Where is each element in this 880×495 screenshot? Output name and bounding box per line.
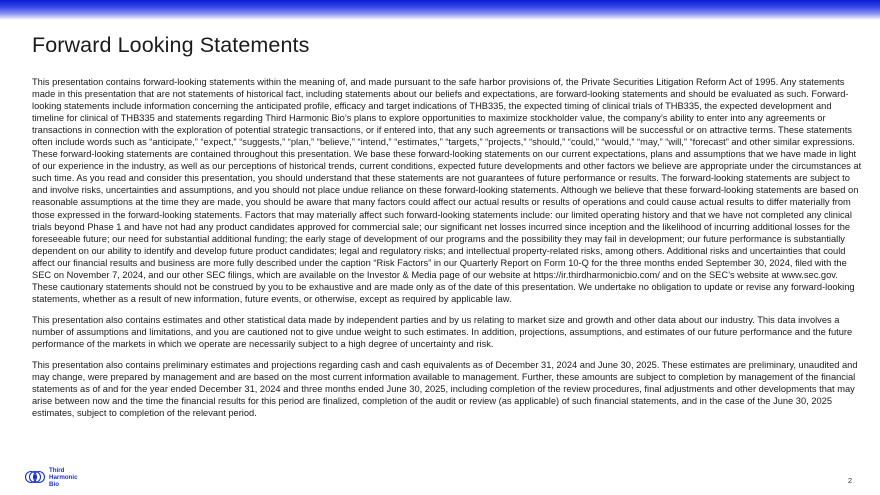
paragraph-preliminary-estimates: This presentation also contains preliminary estimates and projections regarding cash and cash equivalents as of December 31, 2024 and June 30, 2025. These estimates are preliminary, unaudited and may change, were prepared by management and are based on the most current information available to management. Further, these amounts are subject to completion by management of the financial statements as of and for the year ended December 31, 2024 and three months ended June 30, 2025, including completion of the review procedures, final adjustments and other developments that may arise between now and the time the financial results for this period are finalized, completion of the audit or review (as applicable) of such financial statements, and in the case of the June 30, 2025 estimates, subject to completion of the relevant period. (32, 360, 858, 419)
page-number: 2 (847, 476, 852, 485)
page-title: Forward Looking Statements (32, 33, 310, 57)
logo-wordmark (49, 467, 78, 488)
company-logo (24, 466, 78, 488)
paragraph-forward-looking: This presentation contains forward-looking statements within the meaning of, and made pursuant to the safe harbor provisions of, the Private Securities Litigation Reform Act of 1995. Any statements made in this presentation that are not statements of historical fact, including statements about our beliefs and expectations, are forward-looking statements and should be evaluated as such. Forward-looking statements include information concerning the anticipated profile, efficacy and target indications of THB335, the expected timing of clinical trials of THB335, the expected development and timeline for clinical of THB335 and statements regarding Third Harmonic Bio’s plans to explore opportunities to maximize stockholder value, the company’s ability to enter into any agreements or transactions in connection with the exploration of potential strategic transactions, or if entered into, that any such agreements or transactions will be successful or on attractive terms. These statements often include words such as “anticipate,” “expect,” “suggests,” “plan,” “believe,” “intend,” “estimates,” “targets,” “projects,” “should,” “could,” “would,” “may,” “will,” “forecast” and other similar expressions. These forward-looking statements are contained throughout this presentation. We base these forward-looking statements on our current expectations, plans and assumptions that we have made in light of our experience in the industry, as well as our perceptions of historical trends, current conditions, expected future developments and other factors we believe are appropriate under the circumstances at such time. As you read and consider this presentation, you should understand that these statements are not guarantees of future performance or results. The forward-looking statements are subject to and involve risks, uncertainties and assumptions, and you should not place undue reliance on these forward-looking statements. Although we believe that these forward-looking statements are based on reasonable assumptions at the time they are made, you should be aware that many factors could affect our actual results or results of operations and could cause actual results to differ materially from those expressed in the forward-looking statements. Factors that may materially affect such forward-looking statements include: our limited operating history and that we have not completed any clinical trials beyond Phase 1 and have not had any product candidates approved for commercial sale; our significant net losses incurred since inception and the likelihood of incurring additional losses for the foreseeable future; our need for substantial additional funding; the early stage of development of our programs and the possibility they may fail in development; our future performance is substantially dependent on our ability to identify and develop future product candidates; legal and regulatory risks; and intellectual property-related risks, among others. Additional risks and uncertainties that could affect our financial results and business are more fully described under the caption “Risk Factors” in our Quarterly Report on Form 10-Q for the three months ended September 30, 2024, filed with the SEC on November 7, 2024, and our other SEC filings, which are available on the Investor & Media page of our website at https://ir.thirdharmonicbio.com/ and on the SEC’s website at www.sec.gov. These cautionary statements should not be construed by you to be exhaustive and are made only as of the date of this presentation. We undertake no obligation to update or revise any forward-looking statements, whether as a result of new information, future events, or otherwise, except as required by applicable law. (32, 77, 862, 304)
paragraph-estimates: This presentation also contains estimates and other statistical data made by independent parties and by us relating to market size and growth and other data about our industry. This data involves a number of assumptions and limitations, and you are cautioned not to give undue weight to such estimates. In addition, projections, assumptions, and estimates of our future performance and the future performance of the markets in which we operate are necessarily subject to a high degree of uncertainty and risk. (32, 314, 853, 349)
logo-line-third: Third (49, 466, 65, 474)
third-harmonic-bio-logo-icon (24, 466, 46, 488)
top-gradient-bar (0, 0, 880, 20)
logo-line-harmonic: Harmonic (49, 473, 78, 481)
statement-body (32, 76, 862, 428)
logo-line-bio: Bio (49, 480, 59, 488)
